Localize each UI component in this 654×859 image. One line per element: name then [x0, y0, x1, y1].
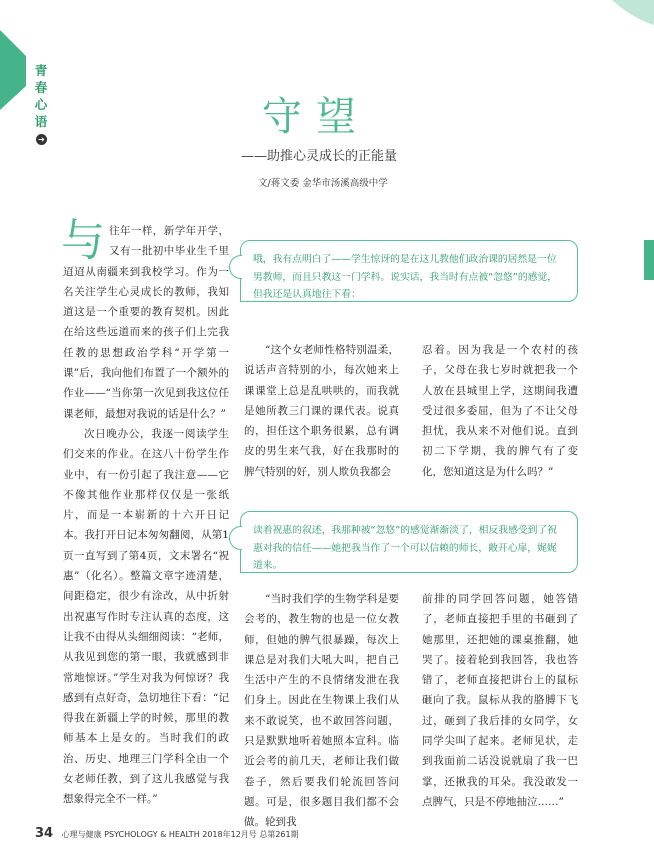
article-title: 守望: [262, 94, 370, 140]
column-label-char: 心: [34, 97, 48, 112]
column-1: [61, 215, 229, 810]
highlight-box: 哦，我有点明白了——学生惊讶的是在这儿教他们政治课的居然是一位男教师，而且只教这一门学科。说实话，我当时有点被“忽悠”的感觉，但我还是认真地往下看：: [240, 240, 578, 302]
column-3-bottom: [422, 589, 578, 812]
page-footer: [35, 826, 299, 841]
arrow-icon: ➔: [36, 134, 47, 145]
right-edge-decoration: [644, 240, 654, 280]
paragraph: 忍着。因为我是一个农村的孩子，父母在我七岁时就把我一个人放在县城里上学，这期间我遭受过很多委屈，但为了不让父母担忧，我从来不对他们说。直到初二下学期，我的脾气有了变化，您知道这是为什么吗？”: [422, 344, 578, 478]
article-subtitle: ——助推心灵成长的正能量: [241, 149, 398, 164]
paragraph-text: 往年一样，新学年开学，又有一批初中毕业生千里迢迢从南疆来到我校学习。作为一名关注学生心灵成长的教师，我知道这是一个重要的教育契机。因此在给这些远道而来的孩子们上完我任教的思想政治学科“开学第一课”后，我向他们布置了一个额外的作业——“当你第一次见到我这位任课老师，最想对我说的话是什么？”: [63, 225, 229, 420]
highlight-box: 读着祝惠的叙述，我那种被“忽悠”的感觉渐渐淡了，相反我感受到了祝惠对我的信任——她把我当作了一个可以信赖的师长，敞开心扉，娓娓道来。: [240, 511, 578, 573]
column-3-top: [422, 340, 578, 482]
column-label: [33, 62, 49, 130]
page-number: 34: [35, 826, 54, 841]
column-label-char: 青: [34, 63, 48, 78]
corner-decoration: [0, 30, 26, 110]
byline: 文/蒋文委 金华市汤溪高级中学: [258, 178, 388, 189]
paragraph: [61, 215, 229, 424]
paragraph: “这个女老师性格特别温柔，说话声音特别的小，每次她来上课课堂上总是乱哄哄的，而我就是她所教三门课的课代表。说真的，担任这个职务很累，总有调皮的男生来气我，好在我那时的脾气特别的好，别人欺负我都会: [244, 344, 399, 478]
paragraph: “当时我们学的生物学科是要会考的，教生物的也是一位女教师，但她的脾气很暴躁，每次上课总是对我们大吼大叫，把自己生活中产生的不良情绪发泄在我们身上。因此在生物课上我们从来不敢说笑，也不敢回答问题，只是默默地听着她照本宣科。临近会考的前几天，老师让我们做卷子，然后要我们轮流回答问题。可是，很多题目我们都不会做。轮到我: [244, 593, 399, 829]
column-2-top: [244, 340, 399, 482]
column-label-char: 春: [34, 80, 48, 95]
column-label-char: 语: [34, 114, 48, 129]
paragraph: 次日晚办公，我逐一阅读学生们交来的作业。在这八十份学生作业中，有一份引起了我注意——它不像其他作业那样仅仅是一张纸片，而是一本崭新的十六开日记本。我打开日记本匆匆翻阅，从第1页一直写到了第4页，文末署名“祝惠”（化名）。整篇文章字迹清楚，间距稳定，很少有涂改，从中折射出祝惠写作时专注认真的态度，这让我不由得从头细细阅读：“老师，从我见到您的第一眼，我就感到非常地惊讶。”学生对我为何惊讶？我感到有点好奇，急切地往下看：“记得我在新疆上学的时候，那里的教师基本上是女的。当时我们的政治、历史、地理三门学科全由一个女老师任教，到了这儿我感觉与我想象得完全不一样。”: [63, 427, 229, 806]
column-2-bottom: [244, 589, 399, 833]
top-right-decoration: [612, 0, 654, 25]
drop-cap: 与: [61, 215, 105, 266]
paragraph: 前排的同学回答问题，她答错了，老师直接把手里的书砸到了她那里，还把她的课桌推翻，她哭了。接着轮到我回答，我也答错了，老师直接把讲台上的鼠标砸向了我。鼠标从我的胳膊下飞过，砸到了我后排的女同学，女同学尖叫了起来。老师见状，走到我面前二话没说就扇了我一巴掌，还揪我的耳朵。我没敢发一点脾气，只是不停地抽泣……”: [422, 593, 578, 808]
magazine-info: 心理与健康 PSYCHOLOGY & HEALTH 2018年12月号 总第261期: [61, 830, 299, 839]
